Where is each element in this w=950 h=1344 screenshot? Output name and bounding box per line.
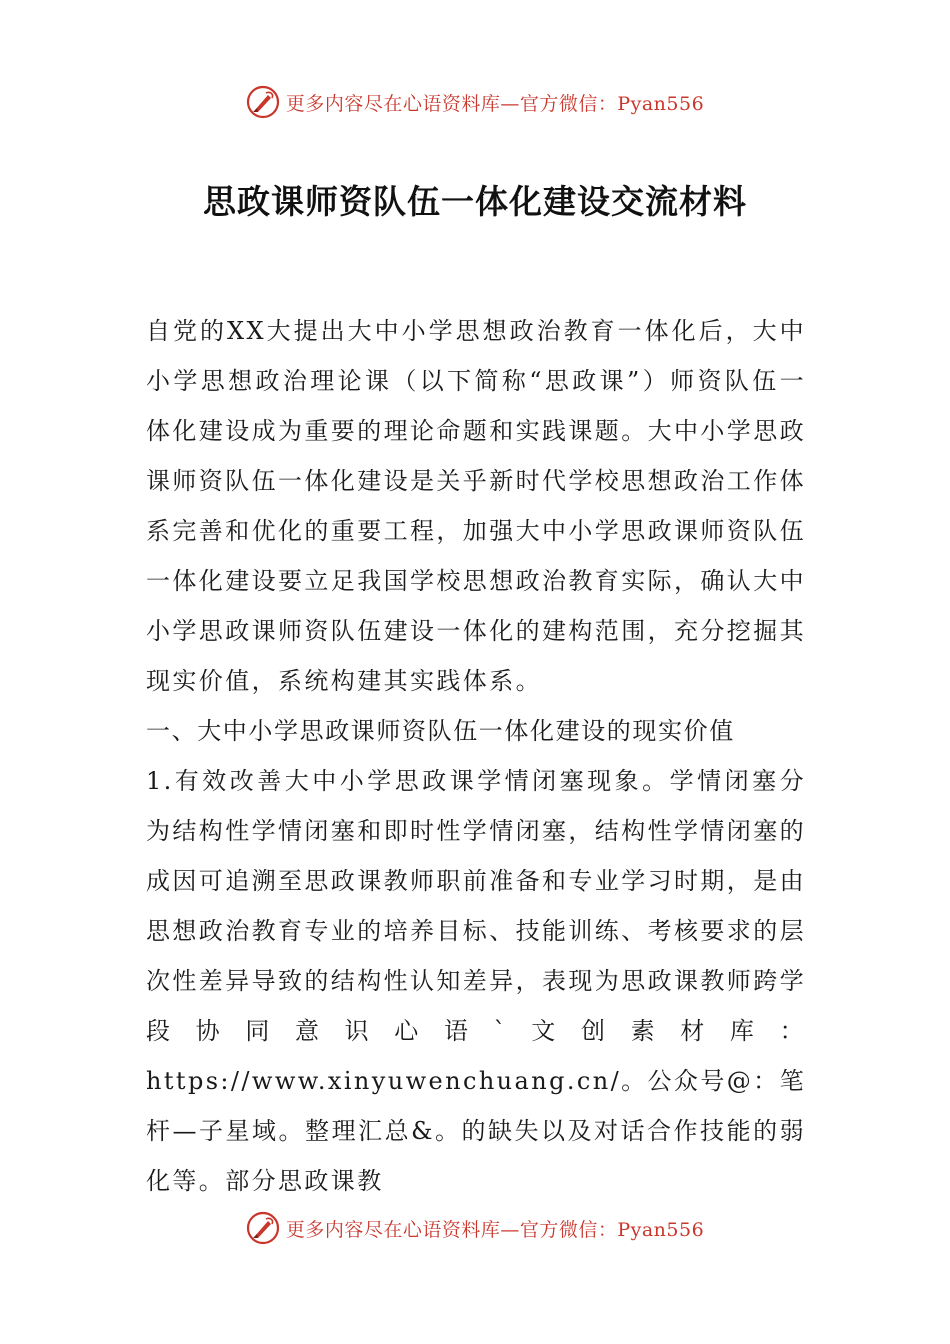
footer-watermark — [0, 1208, 950, 1248]
page-title: 思政课师资队伍一体化建设交流材料 — [203, 182, 747, 221]
pen-nib-logo-icon — [246, 1211, 280, 1245]
document-body — [146, 306, 806, 1206]
body-paragraph: 1.有效改善大中小学思政课学情闭塞现象。学情闭塞分为结构性学情闭塞和即时性学情闭塞，结构性学情闭塞的成因可追溯至思政课教师职前准备和专业学习时期，是由思想政治教育专业的培养目标、技能训练、考核要求的层次性差异导致的结构性认知差异，表现为思政课教师跨学段协同意识心语`文创素材库：https://www.xinyuwenchuang.cn/。公众号@：笔杆—子星域。整理汇总&。的缺失以及对话合作技能的弱化等。部分思政课教 — [146, 767, 806, 1195]
intro-paragraph: 自党的XX大提出大中小学思想政治教育一体化后，大中小学思想政治理论课（以下简称“思政课”）师资队伍一体化建设成为重要的理论命题和实践课题。大中小学思政课师资队伍一体化建设是关乎新时代学校思想政治工作体系完善和优化的重要工程，加强大中小学思政课师资队伍一体化建设要立足我国学校思想政治教育实际，确认大中小学思政课师资队伍建设一体化的建构范围，充分挖掘其现实价值，系统构建其实践体系。 — [146, 317, 806, 695]
watermark-text: 更多内容尽在心语资料库—官方微信：Pyan556 — [285, 92, 705, 115]
section-heading: 一、大中小学思政课师资队伍一体化建设的现实价值 — [146, 717, 735, 745]
watermark-text: 更多内容尽在心语资料库—官方微信：Pyan556 — [285, 1218, 705, 1241]
pen-nib-logo-icon — [246, 85, 280, 119]
header-watermark — [0, 82, 950, 122]
